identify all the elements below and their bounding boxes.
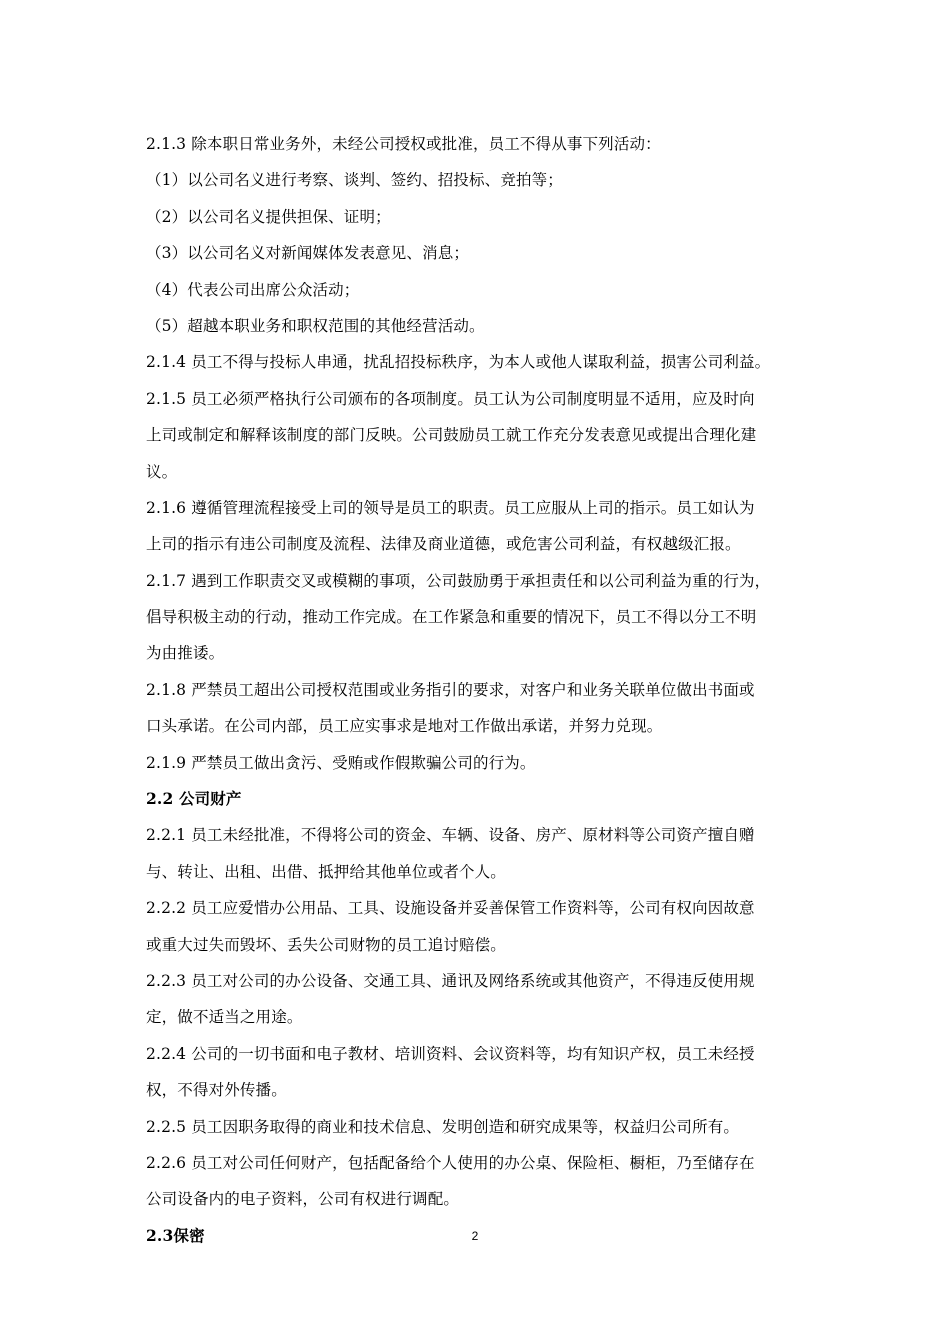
text-line: 与、转让、出租、出借、抵押给其他单位或者个人。	[146, 862, 506, 881]
text-line: 2.1.3 除本职日常业务外，未经公司授权或批准，员工不得从事下列活动：	[146, 135, 661, 153]
text-line: 2.2.1 员工未经批准，不得将公司的资金、车辆、设备、房产、原材料等公司资产擅自赠	[146, 826, 755, 845]
text-line: 2.1.5 员工必须严格执行公司颁布的各项制度。员工认为公司制度明显不适用，应及时向	[146, 389, 755, 408]
text-line: 议。	[146, 462, 178, 481]
text-line: 上司或制定和解释该制度的部门反映。公司鼓励员工就工作充分发表意见或提出合理化建	[146, 426, 757, 445]
text-line: 2.1.7 遇到工作职责交叉或模糊的事项，公司鼓励勇于承担责任和以公司利益为重的行为，	[146, 571, 771, 590]
text-line: 或重大过失而毁坏、丢失公司财物的员工追讨赔偿。	[146, 935, 506, 954]
text-line: 上司的指示有违公司制度及流程、法律及商业道德，或危害公司利益，有权越级汇报。	[146, 535, 741, 554]
text-line: 2.2.3 员工对公司的办公设备、交通工具、通讯及网络系统或其他资产，不得违反使用规	[146, 971, 755, 990]
text-line: 2.1.6 遵循管理流程接受上司的领导是员工的职责。员工应服从上司的指示。员工如认为	[146, 498, 755, 517]
document-body	[146, 126, 818, 1254]
text-line: 公司设备内的电子资料，公司有权进行调配。	[146, 1190, 460, 1209]
text-line: 2.1.9 严禁员工做出贪污、受贿或作假欺骗公司的行为。	[146, 753, 536, 772]
section-heading: 2.2 公司财产	[146, 789, 242, 809]
section-heading: 2.3保密	[146, 1225, 205, 1245]
text-line: 2.2.6 员工对公司任何财产，包括配备给个人使用的办公桌、保险柜、橱柜，乃至储存在	[146, 1153, 755, 1172]
text-line: 定，做不适当之用途。	[146, 1008, 303, 1027]
text-line: （1）以公司名义进行考察、谈判、签约、招投标、竞拍等；	[146, 171, 563, 190]
text-line: （5）超越本职业务和职权范围的其他经营活动。	[146, 316, 485, 335]
text-line: 2.2.2 员工应爱惜办公用品、工具、设施设备并妥善保管工作资料等，公司有权向因故意	[146, 899, 755, 918]
text-line: （2）以公司名义提供担保、证明；	[146, 207, 391, 226]
text-line: 口头承诺。在公司内部，员工应实事求是地对工作做出承诺，并努力兑现。	[146, 717, 663, 736]
text-line: 2.1.8 严禁员工超出公司授权范围或业务指引的要求，对客户和业务关联单位做出书面或	[146, 680, 755, 699]
text-line: （3）以公司名义对新闻媒体发表意见、消息；	[146, 244, 470, 263]
text-line: 2.2.5 员工因职务取得的商业和技术信息、发明创造和研究成果等，权益归公司所有。	[146, 1117, 740, 1136]
text-line: 2.2.4 公司的一切书面和电子教材、培训资料、会议资料等，均有知识产权，员工未经授	[146, 1044, 755, 1063]
text-line: 倡导积极主动的行动，推动工作完成。在工作紧急和重要的情况下，员工不得以分工不明	[146, 608, 757, 627]
text-line: （4）代表公司出席公众活动；	[146, 280, 360, 299]
page-number: 2	[471, 1229, 479, 1243]
text-line: 2.1.4 员工不得与投标人串通，扰乱招投标秩序，为本人或他人谋取利益，损害公司利益。	[146, 353, 771, 372]
text-line: 权，不得对外传播。	[146, 1081, 287, 1100]
text-line: 为由推诿。	[146, 644, 225, 663]
